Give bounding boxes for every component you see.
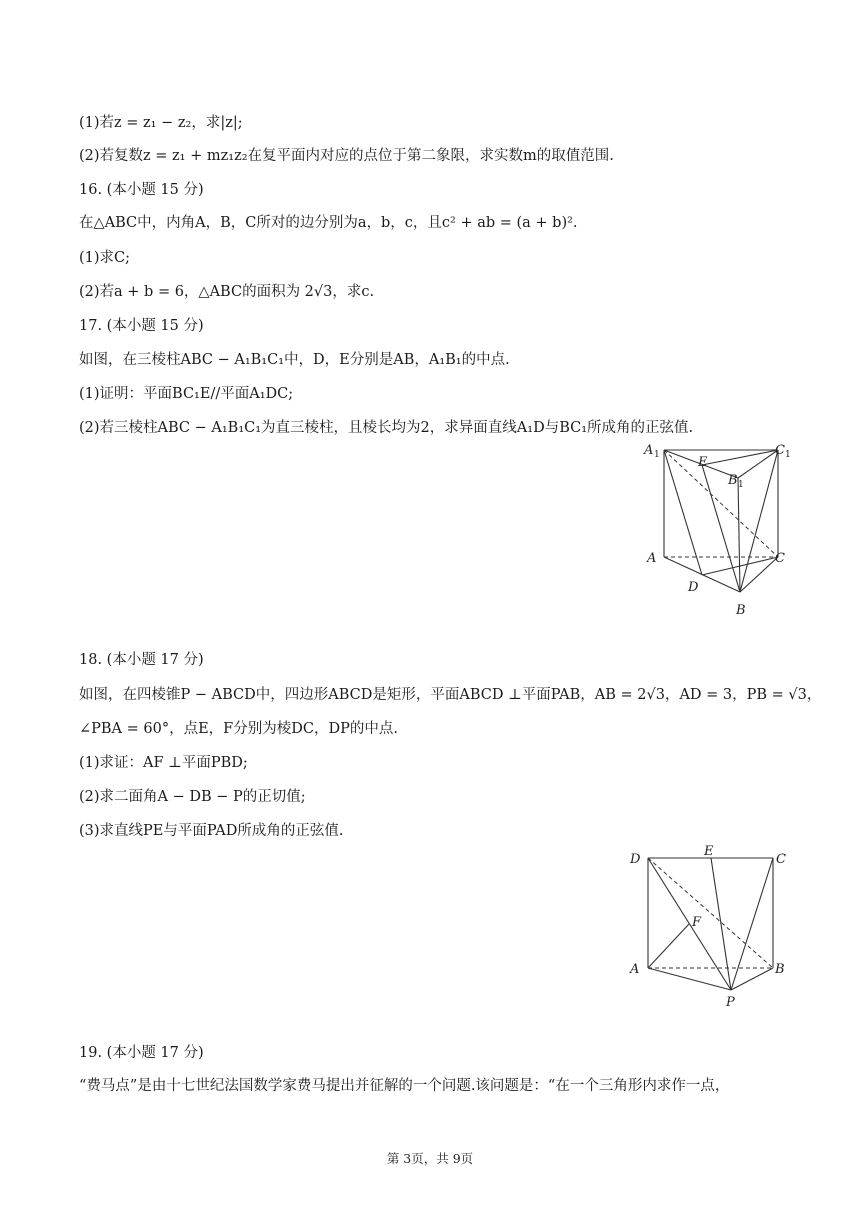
text-line: ∠PBA = 60°，点E，F分别为棱DC，DP的中点.	[79, 721, 398, 737]
text-line: (2)求二面角A − DB − P的正切值;	[79, 789, 306, 805]
text-line: “费马点”是由十七世纪法国数学家费马提出并征解的一个问题.该问题是：“在一个三角形内求作一点，	[79, 1078, 730, 1094]
label-e: E	[698, 455, 708, 470]
text-line: (2)若a + b = 6，△ABC的面积为 2√3，求c.	[79, 284, 375, 300]
label-a1-sub: 1	[654, 450, 660, 460]
question-heading-18: 18. (本小题 17 分)	[79, 652, 204, 668]
page-footer: 第 3页，共 9页	[386, 1151, 474, 1166]
question-heading-19: 19. (本小题 17 分)	[79, 1045, 204, 1061]
text-line: (1)求C;	[79, 250, 131, 266]
label-b: B	[775, 962, 785, 977]
label-d: D	[630, 852, 641, 867]
label-b1: B	[728, 473, 738, 488]
label-c1: C	[775, 443, 785, 458]
label-c: C	[776, 852, 786, 867]
label-f: F	[692, 915, 702, 930]
text-line: (1)证明：平面BC₁E//平面A₁DC;	[79, 386, 294, 402]
label-a: A	[630, 962, 640, 977]
label-a: A	[647, 551, 657, 566]
label-p: P	[726, 995, 735, 1010]
text-line: (2)若三棱柱ABC − A₁B₁C₁为直三棱柱，且棱长均为2，求异面直线A₁D与BC₁所成角的正弦值.	[79, 420, 694, 436]
text-line: (3)求直线PE与平面PAD所成角的正弦值.	[79, 823, 344, 839]
label-a1: A	[644, 443, 654, 458]
label-e: E	[704, 844, 714, 859]
text-line: 如图，在三棱柱ABC − A₁B₁C₁中，D，E分别是AB，A₁B₁的中点.	[79, 352, 510, 368]
label-c: C	[775, 551, 785, 566]
prism-figure	[638, 436, 798, 620]
label-b1-sub: 1	[738, 480, 744, 490]
question-heading-16: 16. (本小题 15 分)	[79, 182, 204, 198]
text-line: (2)若复数z = z₁ + mz₁z₂在复平面内对应的点位于第二象限，求实数m的取值范围.	[79, 148, 614, 164]
pyramid-figure	[624, 842, 794, 1012]
text-line: 在△ABC中，内角A，B，C所对的边分别为a，b，c，且c² + ab = (a + b)².	[79, 215, 578, 231]
label-b: B	[736, 603, 746, 618]
question-heading-17: 17. (本小题 15 分)	[79, 318, 204, 334]
text-line: 如图，在四棱锥P − ABCD中，四边形ABCD是矩形，平面ABCD ⊥平面PAB，AB = 2√3，AD = 3，PB = √3，	[79, 687, 822, 703]
label-d: D	[688, 580, 699, 595]
text-line: (1)若z = z₁ − z₂，求|z|;	[79, 115, 243, 131]
text-line: (1)求证：AF ⊥平面PBD;	[79, 755, 248, 771]
label-c1-sub: 1	[785, 450, 791, 460]
